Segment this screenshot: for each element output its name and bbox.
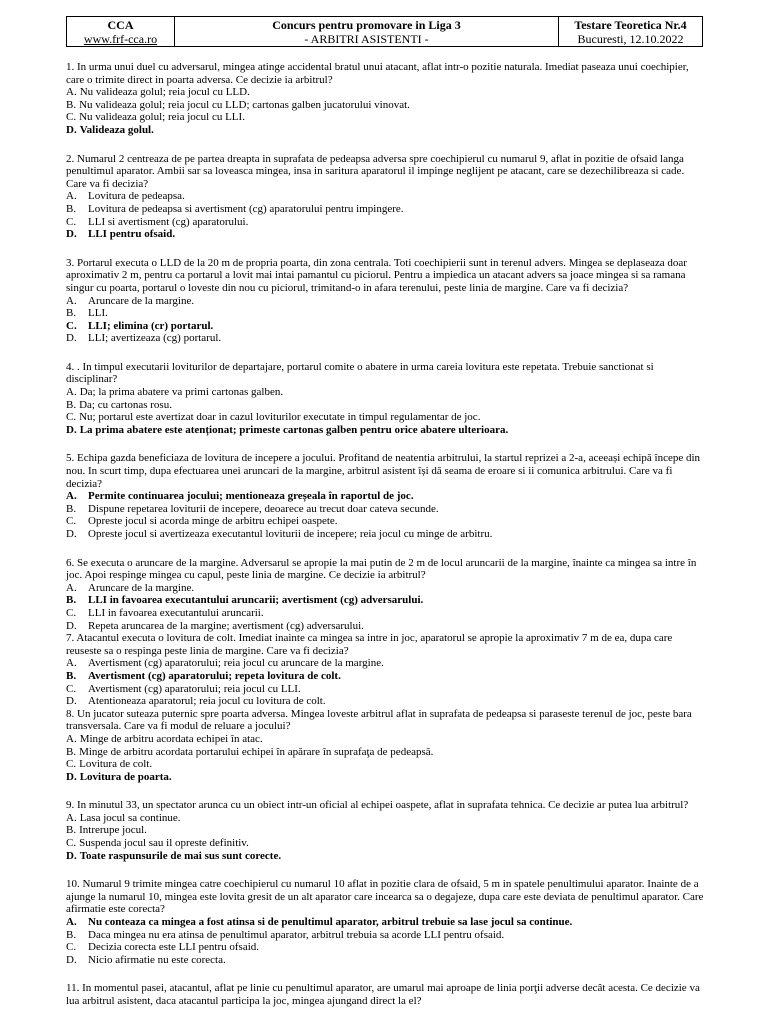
option-text: Daca mingea nu era atinsa de penultimul aparator, arbitrul trebuia sa acorde LLI pentru ofsaid. <box>88 928 505 941</box>
answer-option <box>66 399 706 412</box>
question-text: 5. Echipa gazda beneficiaza de lovitura de incepere a jocului. Profitand de neatentia arbitrului, la startul reprizei a 2-a, aceeași echipă începe din nou. In scurt timp, dupa efectuarea unei aruncari de la margine, arbitrul asistent își dă seama de eroare si ii comunica arbitrului. Care va fi decizia? <box>66 452 701 490</box>
option-text: Lovitura de pedeapsa si avertisment (cg) aparatorului pentru impingere. <box>88 202 404 215</box>
option-text: Permite continuarea jocului; mentioneaza greșeala în raportul de joc. <box>88 490 414 503</box>
answer-option <box>66 929 706 942</box>
option-letter: B. <box>66 669 77 682</box>
answer-option <box>66 386 706 399</box>
answer-option <box>66 203 706 216</box>
option-text: La prima abatere este atenționat; primeste cartonas galben pentru orice abatere ulterioara. <box>79 423 509 436</box>
question-list <box>66 61 706 1024</box>
answer-option-correct <box>66 424 706 437</box>
option-letter: C. <box>66 215 77 228</box>
answer-option-correct <box>66 594 706 607</box>
option-text: Nu valideaza golul; reia jocul cu LLD; cartonas galben jucatorului vinovat. <box>79 98 410 111</box>
option-text: Nu valideaza golul; reia jocul cu LLD. <box>79 86 250 99</box>
answer-option <box>66 620 706 633</box>
option-text: Nu conteaza ca mingea a fost atinsa si de penultimul aparator, arbitrul trebuie sa lase jocul sa continue. <box>88 916 573 929</box>
option-letter: A. <box>66 916 77 929</box>
option-text: Avertisment (cg) aparatorului; reia jocul cu LLI. <box>88 682 301 695</box>
option-text: Avertisment (cg) aparatorului; repeta lovitura de colt. <box>88 669 341 682</box>
competition-title: Concurs pentru promovare in Liga 3 <box>272 17 461 32</box>
answer-option <box>66 190 706 203</box>
org-name: CCA <box>107 17 134 32</box>
option-text: Intrerupe jocul. <box>79 824 147 837</box>
option-letter: A. <box>66 386 77 399</box>
answer-option <box>66 695 706 708</box>
question-1 <box>66 61 706 137</box>
option-letter: D. <box>66 528 77 540</box>
answer-option <box>66 307 706 320</box>
answer-option <box>66 941 706 954</box>
option-letter: A. <box>66 732 77 745</box>
option-text: Nicio afirmatie nu este corecta. <box>88 953 226 966</box>
option-text: Valideaza golul. <box>79 123 154 136</box>
document-header <box>66 16 703 47</box>
answer-option-correct <box>66 916 706 929</box>
competition-subtitle: - ARBITRI ASISTENTI - <box>304 31 429 46</box>
question-6 <box>66 557 706 633</box>
option-text: Nu; portarul este avertizat doar in cazul loviturilor executate in timpul regulamentar de joc. <box>79 411 481 424</box>
header-test-cell <box>559 17 703 47</box>
answer-option-correct <box>66 771 706 784</box>
question-text: 10. Numarul 9 trimite mingea catre coechipierul cu numarul 10 aflat in pozitie clara de ofsaid, 5 m in spatele penultimului aparator. Inainte de a ajunge la numarul 10, mingea este lovita gresit de un alt aparator care incearca sa o degajeze, dupa care este deviata de penultimul aparator. Care afirmatie este corecta? <box>66 878 704 916</box>
option-letter: B. <box>66 502 77 515</box>
test-name: Testare Teoretica Nr.4 <box>574 17 687 32</box>
option-letter: C. <box>66 837 77 850</box>
option-text: Atentioneaza aparatorul; reia jocul cu lovitura de colt. <box>88 695 326 708</box>
question-text: 1. In urma unui duel cu adversarul, mingea atinge accidental bratul unui atacant, aflat intr-o pozitie naturala. Imediat paseaza unui coechipier, care o trimite direct in poarta adversa. Ce decizie ia arbitrul? <box>66 61 689 86</box>
question-4 <box>66 361 706 437</box>
option-letter: C. <box>66 606 77 619</box>
option-letter: D. <box>66 123 77 136</box>
place-date: Bucuresti, 12.10.2022 <box>577 31 684 46</box>
question-text: 3. Portarul executa o LLD de la 20 m de propria poarta, din zona centrala. Toti coechipierii sunt in terenul advers. Mingea se deplaseaza doar aproximativ 2 m, pentru ca portarul a lovit mai intai pamantul cu piciorul. Pentru a impiedica un atacant advers sa joace mingea si sa ramana singur cu poarta, portarul o loveste din nou cu piciorul, trimitand-o in afara terenului, peste linia de margine. Care va fi decizia? <box>66 256 687 294</box>
answer-option <box>66 954 706 967</box>
option-text: LLI; elimina (cr) portarul. <box>88 319 214 332</box>
answer-option <box>66 657 706 670</box>
option-letter: B. <box>66 98 77 111</box>
option-text: Decizia corecta este LLI pentru ofsaid. <box>88 941 260 954</box>
option-letter: A. <box>66 190 77 203</box>
option-letter: D. <box>66 695 77 708</box>
option-text: LLI in favoarea executantului aruncarii; avertisment (cg) adversarului. <box>88 594 424 607</box>
option-letter: A. <box>66 490 77 503</box>
question-2 <box>66 153 706 241</box>
option-letter: A. <box>66 657 77 670</box>
answer-option <box>66 216 706 229</box>
option-text: LLI. <box>88 307 108 320</box>
question-8 <box>66 708 706 784</box>
option-letter: C. <box>66 411 77 424</box>
option-letter: B. <box>66 594 77 607</box>
question-text: 6. Se executa o aruncare de la margine. Adversarul se apropie la mai putin de 2 m de locul aruncarii de la margine, înainte ca mingea sa intre în joc. Apoi respinge mingea cu capul, peste linia de margine. Ce decizie ia arbitrul? <box>66 556 697 582</box>
answer-option <box>66 503 706 516</box>
option-text: LLI; avertizeaza (cg) portarul. <box>88 332 222 345</box>
option-text: Minge de arbitru acordata echipei în atac. <box>79 732 263 745</box>
answer-option-correct <box>66 490 706 503</box>
question-text: 2. Numarul 2 centreaza de pe partea dreapta in suprafata de pedeapsa adversa spre coechipierul cu numarul 9, aflat in pozitie de ofsaid langa penultimul aparator. Ambii sar sa loveasca mingea, insa in saritura aparatorul il impinge neglijent pe atacant, care se dezechilibreaza si cade. Care va fi decizia? <box>66 152 685 190</box>
option-letter: D. <box>66 770 77 783</box>
answer-option-correct <box>66 124 706 137</box>
header-title-cell <box>175 17 559 47</box>
question-5 <box>66 452 706 540</box>
option-letter: D. <box>66 228 77 241</box>
question-3 <box>66 257 706 345</box>
option-text: Toate raspunsurile de mai sus sunt corecte. <box>79 849 282 862</box>
option-letter: B. <box>66 307 77 320</box>
option-letter: D. <box>66 953 77 966</box>
option-letter: C. <box>66 941 77 954</box>
option-text: Repeta aruncarea de la margine; avertisment (cg) adversarului. <box>88 619 364 632</box>
answer-option <box>66 758 706 771</box>
answer-option <box>66 683 706 696</box>
question-10 <box>66 878 706 966</box>
answer-option <box>66 111 706 124</box>
option-text: Lovitura de colt. <box>79 758 153 771</box>
option-letter: C. <box>66 758 77 771</box>
answer-option <box>66 99 706 112</box>
answer-option <box>66 295 706 308</box>
option-text: Minge de arbitru acordata portarului echipei în apărare în suprafaţa de pedeapsă. <box>79 745 434 758</box>
option-text: Opreste jocul si avertizeaza executantul loviturii de incepere; reia jocul cu minge de arbitru. <box>88 528 493 540</box>
question-text: 11. In momentul pasei, atacantul, aflat pe linie cu penultimul aparator, are umarul mai aproape de linia porţii adverse decât acesta. Ce decizie va lua arbitrul asistent, daca atacantul participa la joc, mingea ajungand direct la el? <box>66 982 700 1007</box>
option-letter: B. <box>66 824 77 837</box>
answer-option <box>66 528 706 541</box>
option-text: Lasa jocul sa continue. <box>79 811 181 824</box>
answer-option <box>66 812 706 825</box>
option-text: Nu valideaza golul; reia jocul cu LLI. <box>79 111 245 124</box>
answer-option-correct <box>66 850 706 863</box>
answer-option <box>66 515 706 528</box>
option-letter: C. <box>66 111 77 124</box>
option-letter: B. <box>66 745 77 758</box>
answer-option <box>66 582 706 595</box>
option-letter: D. <box>66 619 77 632</box>
option-text: Lovitura de pedeapsa. <box>88 190 185 203</box>
option-text: Suspenda jocul sau il opreste definitiv. <box>79 837 249 850</box>
answer-option-correct <box>66 320 706 333</box>
question-7 <box>66 632 706 708</box>
option-text: Da; cu cartonas rosu. <box>79 398 172 411</box>
option-letter: C. <box>66 682 77 695</box>
question-text: 4. . In timpul executarii loviturilor de departajare, portarul comite o abatere in urma careia lovitura este repetata. Trebuie sanctionat si disciplinar? <box>66 360 654 386</box>
option-letter: A. <box>66 86 77 99</box>
option-letter: B. <box>66 398 77 411</box>
question-text: 8. Un jucator suteaza puternic spre poarta adversa. Mingea loveste arbitrul aflat in suprafata de pedeapsa si paraseste terenul de joc, peste bara transversala. Care va fi modul de reluare a jocului? <box>66 707 692 733</box>
option-text: Dispune repetarea loviturii de incepere, deoarece au trecut doar cateva secunde. <box>88 502 439 515</box>
option-text: Avertisment (cg) aparatorului; reia jocul cu aruncare de la margine. <box>88 657 384 670</box>
answer-option-correct <box>66 228 706 241</box>
option-letter: D. <box>66 849 77 862</box>
question-9 <box>66 799 706 862</box>
option-text: Lovitura de poarta. <box>79 770 172 783</box>
answer-option <box>66 824 706 837</box>
answer-option <box>66 746 706 759</box>
option-text: Aruncare de la margine. <box>88 581 195 594</box>
option-letter: A. <box>66 294 77 307</box>
answer-option <box>66 733 706 746</box>
option-letter: C. <box>66 515 77 528</box>
answer-option-correct <box>66 670 706 683</box>
option-letter: A. <box>66 581 77 594</box>
org-website-link[interactable]: www.frf-cca.ro <box>83 31 158 46</box>
answer-option <box>66 332 706 345</box>
answer-option <box>66 411 706 424</box>
question-11 <box>66 982 706 1007</box>
option-letter: D. <box>66 332 77 345</box>
option-text: Da; la prima abatere va primi cartonas galben. <box>79 386 284 399</box>
option-text: LLI pentru ofsaid. <box>88 228 176 241</box>
option-letter: B. <box>66 202 77 215</box>
answer-option <box>66 86 706 99</box>
option-text: Aruncare de la margine. <box>88 294 195 307</box>
option-letter: C. <box>66 319 77 332</box>
answer-option <box>66 837 706 850</box>
option-text: Opreste jocul si acorda minge de arbitru echipei oaspete. <box>88 515 338 528</box>
option-letter: B. <box>66 928 77 941</box>
question-text: 7. Atacantul executa o lovitura de colt. Imediat inainte ca mingea sa intre in joc, aparatorul se apropie la aproximativ 7 m de ea, dupa care reuseste sa o respinga peste linia de margine. Care va fi decizia? <box>66 632 673 657</box>
answer-option <box>66 607 706 620</box>
option-text: LLI in favoarea executantului aruncarii. <box>88 606 264 619</box>
header-org-cell <box>67 17 175 47</box>
question-text: 9. In minutul 33, un spectator arunca cu un obiect intr-un oficial al echipei oaspete, aflat in suprafata tehnica. Ce decizie ar putea lua arbitrul? <box>66 799 689 812</box>
option-letter: D. <box>66 423 77 436</box>
option-letter: A. <box>66 811 77 824</box>
option-text: LLI si avertisment (cg) aparatorului. <box>88 215 249 228</box>
